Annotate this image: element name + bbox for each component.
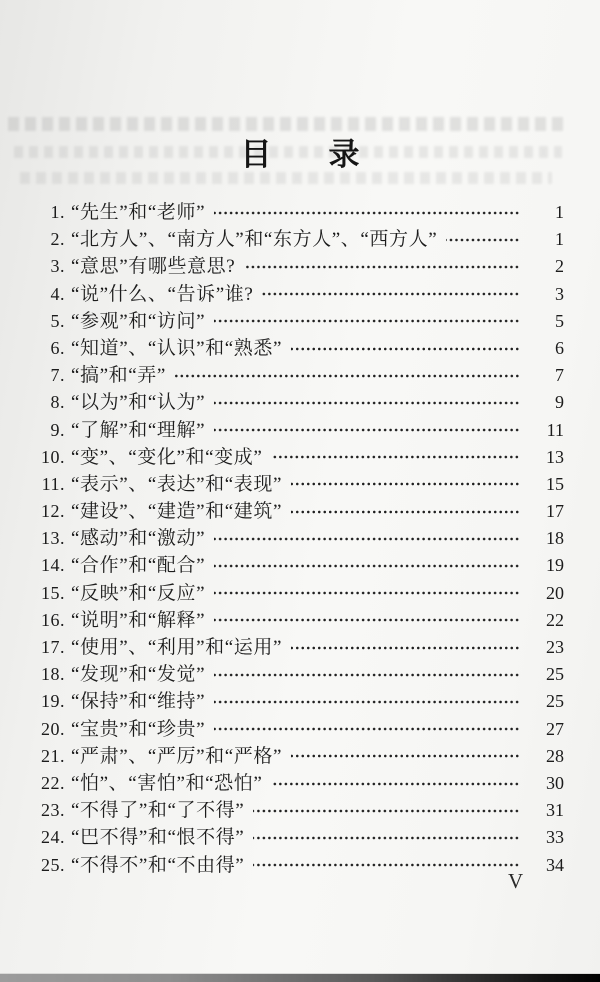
toc-entry (34, 199, 564, 226)
toc-entry-number: 5. (50, 310, 65, 331)
toc-entry-page: 3 (555, 283, 564, 304)
toc-entry-number: 25. (41, 854, 65, 875)
dot-leader (214, 399, 520, 407)
toc-entry-title: “反映”和“反应” (71, 582, 206, 604)
dot-leader (214, 426, 520, 434)
page-title-char: 录 (328, 137, 360, 172)
toc-entry-page: 5 (555, 310, 564, 331)
toc-entry-page: 23 (546, 637, 564, 657)
toc-entry-title: “保持”和“维持” (71, 691, 206, 713)
toc-entry (34, 335, 564, 362)
toc-entry-page: 22 (546, 609, 564, 630)
bleed-through-ghost-line (8, 117, 566, 131)
toc-entry-title: “北方人”、“南方人”和“东方人”、“西方人” (71, 229, 438, 251)
toc-entry-page: 9 (555, 392, 564, 413)
dot-leader (214, 317, 520, 325)
toc-entry-page: 1 (555, 229, 564, 250)
dot-leader (262, 290, 520, 298)
toc-entry-number: 17. (41, 637, 65, 657)
toc-entry-title: “以为”和“认为” (71, 392, 206, 414)
toc-entry-title: “先生”和“老师” (71, 202, 206, 223)
toc-entry-title: “搞”和“弄” (71, 365, 166, 387)
toc-entry-page: 33 (546, 827, 564, 848)
toc-list (34, 199, 564, 879)
toc-entry-number: 11. (41, 473, 65, 494)
toc-entry-page: 28 (546, 745, 564, 766)
toc-entry (34, 797, 564, 824)
toc-entry-number: 19. (41, 691, 65, 712)
toc-entry (34, 226, 564, 253)
toc-entry-number: 14. (41, 555, 65, 576)
toc-entry-number: 18. (41, 664, 65, 685)
toc-entry-title: “怕”、“害怕”和“恐怕” (71, 772, 263, 794)
toc-entry-title: “变”、“变化”和“变成” (71, 446, 263, 468)
toc-entry-title: “宝贵”和“珍贵” (71, 718, 206, 740)
toc-entry (34, 498, 564, 525)
dot-leader (214, 209, 520, 217)
toc-entry-number: 3. (50, 256, 65, 277)
dot-leader (271, 453, 520, 461)
toc-entry-page: 20 (546, 582, 564, 603)
toc-entry-title: “表示”、“表达”和“表现” (71, 473, 282, 495)
dot-leader (291, 752, 520, 760)
toc-entry-number: 10. (41, 446, 65, 467)
toc-entry-page: 6 (555, 337, 564, 358)
dot-leader (253, 834, 520, 842)
toc-entry-number: 12. (41, 501, 65, 522)
toc-entry-number: 16. (41, 609, 65, 630)
page-title (0, 139, 600, 170)
toc-entry-page: 13 (546, 446, 564, 467)
dot-leader (214, 535, 520, 543)
dot-leader (214, 562, 520, 570)
dot-leader (214, 725, 520, 733)
toc-entry-page: 19 (546, 555, 564, 576)
toc-entry-page: 1 (555, 202, 564, 222)
toc-entry-number: 9. (50, 419, 65, 440)
toc-entry (34, 743, 564, 770)
toc-entry-number: 4. (50, 283, 65, 304)
toc-entry-title: “参观”和“访问” (71, 310, 206, 332)
toc-entry-title: “不得不”和“不由得” (71, 854, 245, 876)
toc-entry-title: “不得了”和“了不得” (71, 800, 245, 822)
toc-entry-title: “发现”和“发觉” (71, 664, 206, 686)
page-title-char: 目 (240, 137, 272, 172)
toc-entry (34, 852, 564, 879)
toc-entry (34, 444, 564, 471)
toc-entry (34, 607, 564, 634)
toc-entry-number: 24. (41, 827, 65, 848)
toc-entry-number: 20. (41, 718, 65, 739)
toc-entry-page: 34 (546, 854, 564, 875)
toc-entry-title: “说”什么、“告诉”谁? (71, 283, 254, 305)
toc-entry (34, 417, 564, 444)
toc-entry (34, 716, 564, 743)
toc-entry-title: “建设”、“建造”和“建筑” (71, 501, 282, 523)
toc-entry-number: 23. (41, 800, 65, 821)
dot-leader (446, 236, 520, 244)
toc-entry-page: 2 (555, 256, 564, 277)
dot-leader (214, 698, 520, 706)
toc-entry-title: “严肃”、“严厉”和“严格” (71, 745, 282, 767)
toc-entry-number: 15. (41, 582, 65, 603)
dot-leader (214, 589, 520, 597)
toc-entry-number: 8. (50, 392, 65, 413)
dot-leader (244, 263, 520, 271)
page-number: V (508, 869, 525, 893)
dot-leader (214, 616, 520, 624)
toc-entry-number: 7. (50, 365, 65, 386)
toc-entry-page: 25 (546, 691, 564, 712)
toc-entry-title: “使用”、“利用”和“运用” (71, 637, 282, 658)
dot-leader (271, 780, 520, 788)
toc-entry (34, 525, 564, 552)
toc-entry-title: “了解”和“理解” (71, 419, 206, 441)
toc-entry (34, 253, 564, 280)
toc-entry-title: “巴不得”和“恨不得” (71, 827, 245, 849)
dot-leader (253, 861, 520, 869)
toc-entry-page: 31 (546, 800, 564, 821)
toc-entry (34, 389, 564, 416)
toc-entry-number: 2. (50, 229, 65, 250)
toc-entry-page: 27 (546, 718, 564, 739)
toc-entry-page: 17 (546, 501, 564, 522)
toc-entry-page: 15 (546, 473, 564, 494)
bleed-through-ghost-line (20, 172, 552, 184)
scan-edge (0, 974, 600, 982)
toc-entry-page: 18 (546, 528, 564, 549)
toc-entry-title: “意思”有哪些意思? (71, 256, 236, 278)
toc-entry-page: 11 (546, 419, 564, 440)
dot-leader (291, 644, 520, 652)
dot-leader (291, 480, 520, 488)
toc-entry (34, 634, 564, 661)
toc-entry-number: 22. (41, 772, 65, 793)
toc-entry-number: 6. (50, 337, 65, 358)
toc-entry-page: 7 (555, 365, 564, 386)
toc-entry (34, 580, 564, 607)
toc-entry-title: “合作”和“配合” (71, 555, 206, 577)
toc-entry-page: 25 (546, 664, 564, 685)
dot-leader (291, 345, 520, 353)
toc-entry (34, 688, 564, 715)
toc-entry (34, 661, 564, 688)
dot-leader (214, 671, 520, 679)
toc-entry (34, 281, 564, 308)
toc-entry (34, 362, 564, 389)
dot-leader (175, 372, 520, 380)
toc-entry (34, 552, 564, 579)
dot-leader (291, 508, 520, 516)
toc-entry-number: 21. (41, 745, 65, 766)
toc-entry (34, 824, 564, 851)
toc-entry-title: “知道”、“认识”和“熟悉” (71, 337, 282, 359)
toc-entry-number: 13. (41, 528, 65, 549)
toc-entry-title: “感动”和“激动” (71, 528, 206, 550)
toc-entry (34, 308, 564, 335)
toc-entry-title: “说明”和“解释” (71, 609, 206, 631)
dot-leader (253, 807, 520, 815)
toc-entry (34, 770, 564, 797)
toc-entry-number: 1. (50, 202, 65, 222)
toc-entry-page: 30 (546, 772, 564, 793)
toc-entry (34, 471, 564, 498)
